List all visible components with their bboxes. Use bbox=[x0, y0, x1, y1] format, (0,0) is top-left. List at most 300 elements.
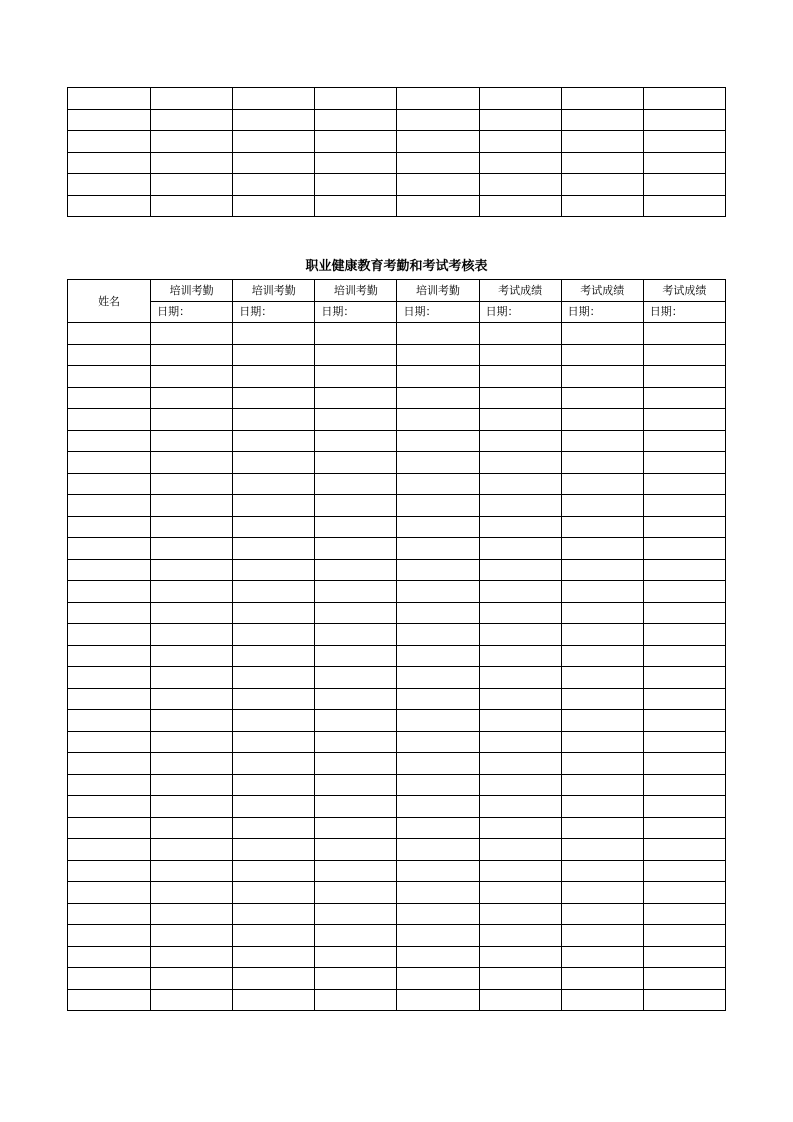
table-cell[interactable] bbox=[397, 753, 479, 775]
table-cell[interactable] bbox=[151, 946, 233, 968]
table-cell[interactable] bbox=[561, 753, 643, 775]
table-cell[interactable] bbox=[479, 989, 561, 1011]
table-cell[interactable] bbox=[479, 452, 561, 474]
table-cell[interactable] bbox=[151, 581, 233, 603]
table-cell[interactable] bbox=[151, 667, 233, 689]
table-cell[interactable] bbox=[315, 903, 397, 925]
table-cell[interactable] bbox=[643, 581, 725, 603]
table-cell[interactable] bbox=[643, 538, 725, 560]
table-cell[interactable] bbox=[151, 174, 233, 196]
table-cell[interactable] bbox=[233, 796, 315, 818]
table-cell[interactable] bbox=[151, 710, 233, 732]
table-cell[interactable] bbox=[643, 796, 725, 818]
table-cell[interactable] bbox=[68, 88, 151, 110]
table-cell[interactable] bbox=[479, 667, 561, 689]
table-cell[interactable] bbox=[397, 88, 479, 110]
table-cell[interactable] bbox=[233, 131, 315, 153]
table-cell[interactable] bbox=[479, 731, 561, 753]
table-cell[interactable] bbox=[479, 174, 561, 196]
table-cell[interactable] bbox=[233, 624, 315, 646]
table-cell[interactable] bbox=[479, 710, 561, 732]
table-cell[interactable] bbox=[479, 968, 561, 990]
table-cell[interactable] bbox=[233, 344, 315, 366]
table-cell[interactable] bbox=[233, 667, 315, 689]
table-cell[interactable] bbox=[315, 710, 397, 732]
table-cell[interactable] bbox=[68, 731, 151, 753]
table-cell[interactable] bbox=[233, 109, 315, 131]
table-cell[interactable] bbox=[233, 989, 315, 1011]
table-cell[interactable] bbox=[397, 452, 479, 474]
table-cell[interactable] bbox=[68, 195, 151, 217]
table-cell[interactable] bbox=[479, 473, 561, 495]
table-cell[interactable] bbox=[233, 516, 315, 538]
table-cell[interactable] bbox=[315, 731, 397, 753]
table-cell[interactable] bbox=[643, 516, 725, 538]
table-cell[interactable] bbox=[479, 753, 561, 775]
table-cell[interactable] bbox=[68, 925, 151, 947]
table-cell[interactable] bbox=[233, 968, 315, 990]
table-cell[interactable] bbox=[561, 473, 643, 495]
table-cell[interactable] bbox=[397, 344, 479, 366]
table-cell[interactable] bbox=[643, 710, 725, 732]
table-cell[interactable] bbox=[643, 989, 725, 1011]
table-cell[interactable] bbox=[479, 195, 561, 217]
table-cell[interactable] bbox=[233, 903, 315, 925]
table-cell[interactable] bbox=[397, 731, 479, 753]
table-cell[interactable] bbox=[479, 538, 561, 560]
table-cell[interactable] bbox=[643, 473, 725, 495]
table-cell[interactable] bbox=[643, 195, 725, 217]
table-cell[interactable] bbox=[561, 174, 643, 196]
table-cell[interactable] bbox=[397, 152, 479, 174]
table-cell[interactable] bbox=[233, 430, 315, 452]
table-cell[interactable] bbox=[479, 817, 561, 839]
table-cell[interactable] bbox=[151, 152, 233, 174]
table-cell[interactable] bbox=[315, 430, 397, 452]
table-cell[interactable] bbox=[561, 516, 643, 538]
table-cell[interactable] bbox=[68, 688, 151, 710]
table-cell[interactable] bbox=[561, 925, 643, 947]
table-cell[interactable] bbox=[561, 817, 643, 839]
table-cell[interactable] bbox=[397, 495, 479, 517]
table-cell[interactable] bbox=[479, 152, 561, 174]
table-cell[interactable] bbox=[397, 710, 479, 732]
table-cell[interactable] bbox=[643, 174, 725, 196]
table-cell[interactable] bbox=[397, 559, 479, 581]
table-cell[interactable] bbox=[479, 516, 561, 538]
table-cell[interactable] bbox=[397, 946, 479, 968]
table-cell[interactable] bbox=[643, 152, 725, 174]
table-cell[interactable] bbox=[68, 817, 151, 839]
table-cell[interactable] bbox=[397, 774, 479, 796]
table-cell[interactable] bbox=[233, 602, 315, 624]
table-cell[interactable] bbox=[643, 131, 725, 153]
table-cell[interactable] bbox=[315, 109, 397, 131]
table-cell[interactable] bbox=[151, 968, 233, 990]
table-cell[interactable] bbox=[315, 559, 397, 581]
table-cell[interactable] bbox=[643, 667, 725, 689]
table-cell[interactable] bbox=[68, 409, 151, 431]
table-cell[interactable] bbox=[68, 495, 151, 517]
table-cell[interactable] bbox=[151, 645, 233, 667]
table-cell[interactable] bbox=[479, 624, 561, 646]
table-cell[interactable] bbox=[561, 195, 643, 217]
table-cell[interactable] bbox=[315, 344, 397, 366]
table-cell[interactable] bbox=[151, 753, 233, 775]
table-cell[interactable] bbox=[561, 409, 643, 431]
table-cell[interactable] bbox=[479, 559, 561, 581]
table-cell[interactable] bbox=[315, 839, 397, 861]
table-cell[interactable] bbox=[479, 430, 561, 452]
table-cell[interactable] bbox=[68, 131, 151, 153]
table-cell[interactable] bbox=[561, 624, 643, 646]
table-cell[interactable] bbox=[68, 710, 151, 732]
table-cell[interactable] bbox=[315, 989, 397, 1011]
table-cell[interactable] bbox=[233, 946, 315, 968]
table-cell[interactable] bbox=[397, 174, 479, 196]
table-cell[interactable] bbox=[68, 473, 151, 495]
table-cell[interactable] bbox=[397, 624, 479, 646]
table-cell[interactable] bbox=[315, 366, 397, 388]
table-cell[interactable] bbox=[233, 452, 315, 474]
table-cell[interactable] bbox=[561, 667, 643, 689]
table-cell[interactable] bbox=[397, 131, 479, 153]
table-cell[interactable] bbox=[68, 559, 151, 581]
table-cell[interactable] bbox=[315, 131, 397, 153]
table-cell[interactable] bbox=[315, 387, 397, 409]
table-cell[interactable] bbox=[561, 581, 643, 603]
table-cell[interactable] bbox=[233, 88, 315, 110]
table-cell[interactable] bbox=[315, 152, 397, 174]
table-cell[interactable] bbox=[68, 796, 151, 818]
table-cell[interactable] bbox=[68, 753, 151, 775]
table-cell[interactable] bbox=[68, 109, 151, 131]
table-cell[interactable] bbox=[561, 538, 643, 560]
table-cell[interactable] bbox=[643, 559, 725, 581]
table-cell[interactable] bbox=[479, 946, 561, 968]
table-cell[interactable] bbox=[643, 688, 725, 710]
table-cell[interactable] bbox=[397, 409, 479, 431]
table-cell[interactable] bbox=[315, 602, 397, 624]
table-cell[interactable] bbox=[397, 839, 479, 861]
table-cell[interactable] bbox=[68, 774, 151, 796]
table-cell[interactable] bbox=[561, 645, 643, 667]
table-cell[interactable] bbox=[561, 710, 643, 732]
table-cell[interactable] bbox=[68, 882, 151, 904]
table-cell[interactable] bbox=[315, 409, 397, 431]
table-cell[interactable] bbox=[397, 645, 479, 667]
table-cell[interactable] bbox=[643, 602, 725, 624]
table-cell[interactable] bbox=[151, 731, 233, 753]
table-cell[interactable] bbox=[561, 688, 643, 710]
table-cell[interactable] bbox=[397, 817, 479, 839]
table-cell[interactable] bbox=[643, 860, 725, 882]
table-cell[interactable] bbox=[561, 452, 643, 474]
table-cell[interactable] bbox=[151, 409, 233, 431]
table-cell[interactable] bbox=[643, 452, 725, 474]
table-cell[interactable] bbox=[151, 602, 233, 624]
table-cell[interactable] bbox=[315, 774, 397, 796]
table-cell[interactable] bbox=[315, 452, 397, 474]
table-cell[interactable] bbox=[643, 430, 725, 452]
table-cell[interactable] bbox=[643, 344, 725, 366]
table-cell[interactable] bbox=[68, 538, 151, 560]
table-cell[interactable] bbox=[315, 581, 397, 603]
table-cell[interactable] bbox=[479, 495, 561, 517]
table-cell[interactable] bbox=[479, 409, 561, 431]
table-cell[interactable] bbox=[151, 430, 233, 452]
table-cell[interactable] bbox=[397, 688, 479, 710]
table-cell[interactable] bbox=[561, 109, 643, 131]
table-cell[interactable] bbox=[151, 344, 233, 366]
table-cell[interactable] bbox=[479, 925, 561, 947]
table-cell[interactable] bbox=[151, 774, 233, 796]
table-cell[interactable] bbox=[643, 968, 725, 990]
table-cell[interactable] bbox=[151, 925, 233, 947]
table-cell[interactable] bbox=[233, 645, 315, 667]
table-cell[interactable] bbox=[315, 860, 397, 882]
table-cell[interactable] bbox=[397, 796, 479, 818]
table-cell[interactable] bbox=[151, 195, 233, 217]
table-cell[interactable] bbox=[68, 174, 151, 196]
table-cell[interactable] bbox=[68, 860, 151, 882]
table-cell[interactable] bbox=[68, 667, 151, 689]
table-cell[interactable] bbox=[479, 645, 561, 667]
table-cell[interactable] bbox=[561, 430, 643, 452]
table-cell[interactable] bbox=[479, 344, 561, 366]
table-cell[interactable] bbox=[479, 581, 561, 603]
table-cell[interactable] bbox=[479, 131, 561, 153]
table-cell[interactable] bbox=[397, 581, 479, 603]
table-cell[interactable] bbox=[643, 753, 725, 775]
table-cell[interactable] bbox=[315, 688, 397, 710]
table-cell[interactable] bbox=[397, 667, 479, 689]
table-cell[interactable] bbox=[68, 624, 151, 646]
table-cell[interactable] bbox=[397, 882, 479, 904]
table-cell[interactable] bbox=[315, 323, 397, 345]
table-cell[interactable] bbox=[233, 195, 315, 217]
table-cell[interactable] bbox=[233, 409, 315, 431]
table-cell[interactable] bbox=[68, 516, 151, 538]
table-cell[interactable] bbox=[151, 688, 233, 710]
table-cell[interactable] bbox=[233, 538, 315, 560]
table-cell[interactable] bbox=[561, 946, 643, 968]
table-cell[interactable] bbox=[151, 817, 233, 839]
table-cell[interactable] bbox=[151, 559, 233, 581]
table-cell[interactable] bbox=[397, 195, 479, 217]
table-cell[interactable] bbox=[233, 559, 315, 581]
table-cell[interactable] bbox=[643, 495, 725, 517]
table-cell[interactable] bbox=[561, 882, 643, 904]
table-cell[interactable] bbox=[561, 559, 643, 581]
table-cell[interactable] bbox=[397, 602, 479, 624]
table-cell[interactable] bbox=[479, 903, 561, 925]
table-cell[interactable] bbox=[479, 860, 561, 882]
table-cell[interactable] bbox=[68, 387, 151, 409]
table-cell[interactable] bbox=[151, 860, 233, 882]
table-cell[interactable] bbox=[561, 495, 643, 517]
table-cell[interactable] bbox=[643, 731, 725, 753]
table-cell[interactable] bbox=[315, 174, 397, 196]
table-cell[interactable] bbox=[561, 796, 643, 818]
table-cell[interactable] bbox=[479, 796, 561, 818]
table-cell[interactable] bbox=[315, 88, 397, 110]
table-cell[interactable] bbox=[397, 860, 479, 882]
table-cell[interactable] bbox=[233, 753, 315, 775]
table-cell[interactable] bbox=[479, 882, 561, 904]
table-cell[interactable] bbox=[561, 88, 643, 110]
table-cell[interactable] bbox=[643, 946, 725, 968]
table-cell[interactable] bbox=[479, 774, 561, 796]
table-cell[interactable] bbox=[68, 602, 151, 624]
table-cell[interactable] bbox=[479, 688, 561, 710]
table-cell[interactable] bbox=[643, 323, 725, 345]
table-cell[interactable] bbox=[233, 387, 315, 409]
table-cell[interactable] bbox=[68, 903, 151, 925]
table-cell[interactable] bbox=[233, 581, 315, 603]
table-cell[interactable] bbox=[233, 817, 315, 839]
table-cell[interactable] bbox=[561, 860, 643, 882]
table-cell[interactable] bbox=[233, 152, 315, 174]
table-cell[interactable] bbox=[315, 753, 397, 775]
table-cell[interactable] bbox=[397, 925, 479, 947]
table-cell[interactable] bbox=[561, 152, 643, 174]
table-cell[interactable] bbox=[233, 774, 315, 796]
table-cell[interactable] bbox=[233, 495, 315, 517]
table-cell[interactable] bbox=[68, 366, 151, 388]
table-cell[interactable] bbox=[315, 817, 397, 839]
table-cell[interactable] bbox=[233, 710, 315, 732]
table-cell[interactable] bbox=[479, 88, 561, 110]
table-cell[interactable] bbox=[233, 731, 315, 753]
table-cell[interactable] bbox=[397, 903, 479, 925]
table-cell[interactable] bbox=[397, 387, 479, 409]
table-cell[interactable] bbox=[68, 152, 151, 174]
table-cell[interactable] bbox=[561, 387, 643, 409]
table-cell[interactable] bbox=[233, 882, 315, 904]
table-cell[interactable] bbox=[233, 366, 315, 388]
table-cell[interactable] bbox=[643, 88, 725, 110]
table-cell[interactable] bbox=[233, 925, 315, 947]
table-cell[interactable] bbox=[151, 387, 233, 409]
table-cell[interactable] bbox=[151, 452, 233, 474]
table-cell[interactable] bbox=[315, 473, 397, 495]
table-cell[interactable] bbox=[151, 796, 233, 818]
table-cell[interactable] bbox=[643, 109, 725, 131]
table-cell[interactable] bbox=[151, 516, 233, 538]
table-cell[interactable] bbox=[643, 882, 725, 904]
table-cell[interactable] bbox=[397, 538, 479, 560]
table-cell[interactable] bbox=[151, 903, 233, 925]
table-cell[interactable] bbox=[68, 645, 151, 667]
table-cell[interactable] bbox=[315, 624, 397, 646]
table-cell[interactable] bbox=[151, 495, 233, 517]
table-cell[interactable] bbox=[643, 624, 725, 646]
table-cell[interactable] bbox=[68, 430, 151, 452]
table-cell[interactable] bbox=[315, 195, 397, 217]
table-cell[interactable] bbox=[233, 174, 315, 196]
table-cell[interactable] bbox=[561, 731, 643, 753]
table-cell[interactable] bbox=[479, 323, 561, 345]
table-cell[interactable] bbox=[315, 538, 397, 560]
table-cell[interactable] bbox=[315, 925, 397, 947]
table-cell[interactable] bbox=[397, 430, 479, 452]
table-cell[interactable] bbox=[479, 366, 561, 388]
table-cell[interactable] bbox=[233, 688, 315, 710]
table-cell[interactable] bbox=[151, 882, 233, 904]
table-cell[interactable] bbox=[479, 109, 561, 131]
table-cell[interactable] bbox=[315, 882, 397, 904]
table-cell[interactable] bbox=[315, 796, 397, 818]
table-cell[interactable] bbox=[643, 774, 725, 796]
table-cell[interactable] bbox=[315, 667, 397, 689]
table-cell[interactable] bbox=[397, 989, 479, 1011]
table-cell[interactable] bbox=[151, 989, 233, 1011]
table-cell[interactable] bbox=[397, 516, 479, 538]
table-cell[interactable] bbox=[68, 581, 151, 603]
table-cell[interactable] bbox=[151, 323, 233, 345]
table-cell[interactable] bbox=[68, 452, 151, 474]
table-cell[interactable] bbox=[561, 366, 643, 388]
table-cell[interactable] bbox=[315, 516, 397, 538]
table-cell[interactable] bbox=[397, 323, 479, 345]
table-cell[interactable] bbox=[643, 387, 725, 409]
table-cell[interactable] bbox=[479, 602, 561, 624]
table-cell[interactable] bbox=[233, 473, 315, 495]
table-cell[interactable] bbox=[561, 968, 643, 990]
table-cell[interactable] bbox=[397, 109, 479, 131]
table-cell[interactable] bbox=[68, 946, 151, 968]
table-cell[interactable] bbox=[643, 409, 725, 431]
table-cell[interactable] bbox=[68, 344, 151, 366]
table-cell[interactable] bbox=[151, 88, 233, 110]
table-cell[interactable] bbox=[643, 903, 725, 925]
table-cell[interactable] bbox=[479, 839, 561, 861]
table-cell[interactable] bbox=[643, 366, 725, 388]
table-cell[interactable] bbox=[151, 538, 233, 560]
table-cell[interactable] bbox=[561, 903, 643, 925]
table-cell[interactable] bbox=[68, 968, 151, 990]
table-cell[interactable] bbox=[397, 473, 479, 495]
table-cell[interactable] bbox=[315, 946, 397, 968]
table-cell[interactable] bbox=[561, 774, 643, 796]
table-cell[interactable] bbox=[151, 131, 233, 153]
table-cell[interactable] bbox=[315, 968, 397, 990]
table-cell[interactable] bbox=[233, 839, 315, 861]
table-cell[interactable] bbox=[643, 817, 725, 839]
table-cell[interactable] bbox=[643, 839, 725, 861]
table-cell[interactable] bbox=[68, 989, 151, 1011]
table-cell[interactable] bbox=[151, 473, 233, 495]
table-cell[interactable] bbox=[315, 645, 397, 667]
table-cell[interactable] bbox=[561, 602, 643, 624]
table-cell[interactable] bbox=[397, 968, 479, 990]
table-cell[interactable] bbox=[151, 109, 233, 131]
table-cell[interactable] bbox=[233, 323, 315, 345]
table-cell[interactable] bbox=[643, 645, 725, 667]
table-cell[interactable] bbox=[561, 131, 643, 153]
table-cell[interactable] bbox=[479, 387, 561, 409]
table-cell[interactable] bbox=[151, 366, 233, 388]
table-cell[interactable] bbox=[315, 495, 397, 517]
table-cell[interactable] bbox=[561, 839, 643, 861]
table-cell[interactable] bbox=[561, 323, 643, 345]
table-cell[interactable] bbox=[561, 344, 643, 366]
table-cell[interactable] bbox=[151, 839, 233, 861]
table-cell[interactable] bbox=[397, 366, 479, 388]
table-cell[interactable] bbox=[561, 989, 643, 1011]
table-cell[interactable] bbox=[643, 925, 725, 947]
